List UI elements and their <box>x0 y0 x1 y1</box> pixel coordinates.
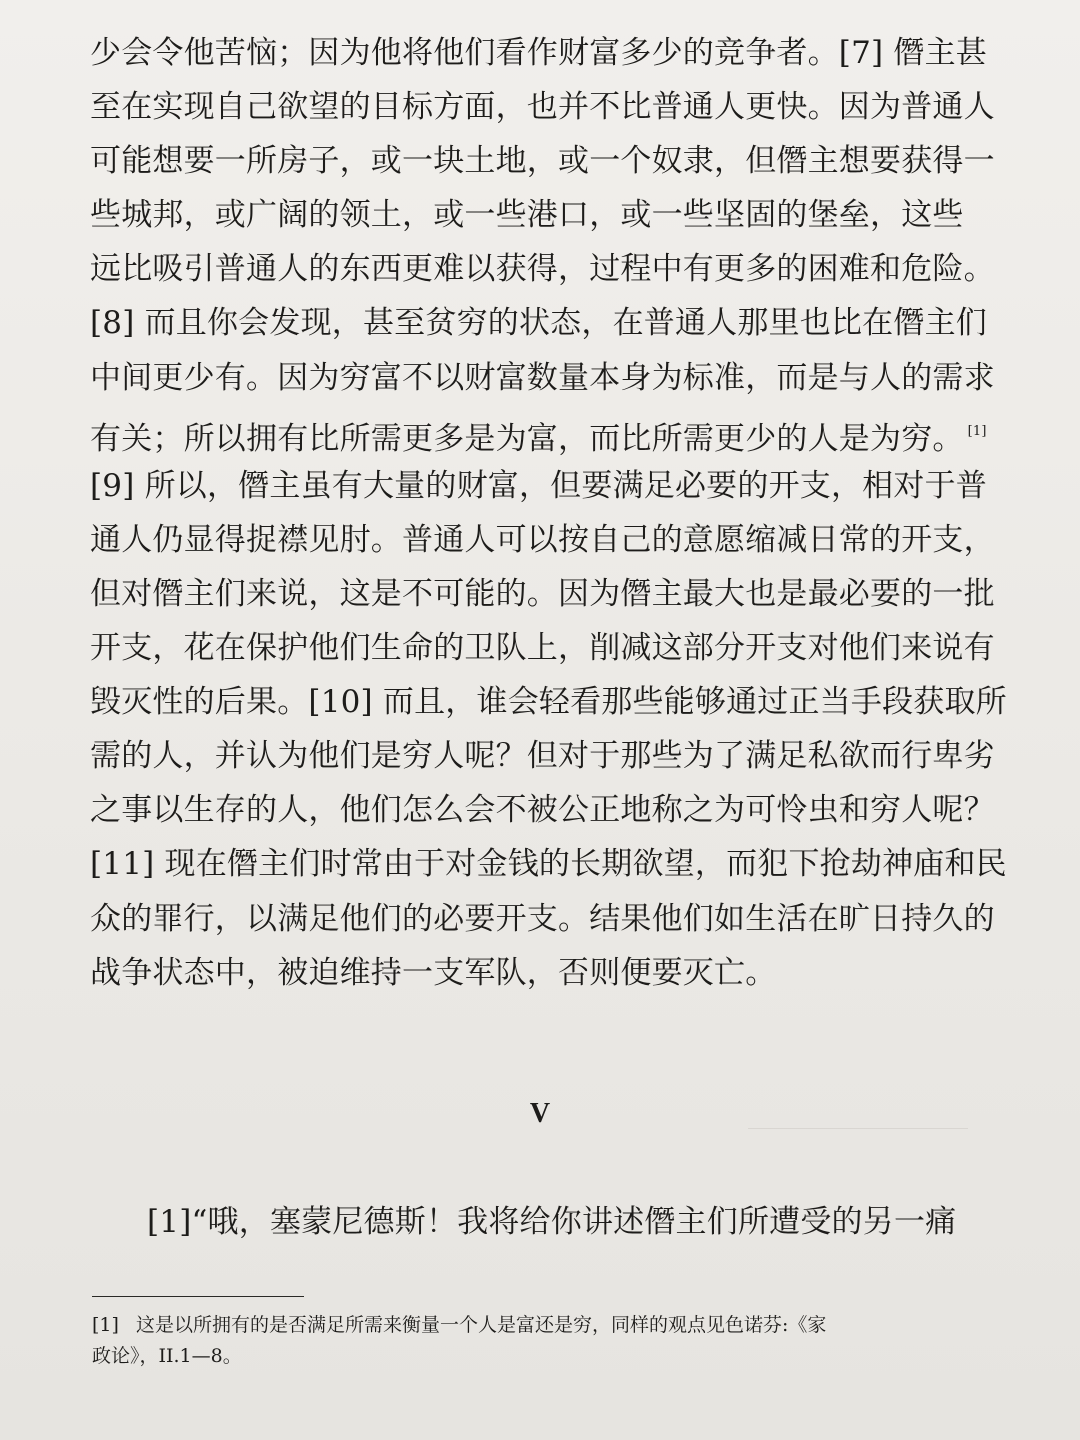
footnote-divider <box>92 1296 304 1297</box>
text-line: 些城邦，或广阔的领土，或一些港口，或一些坚固的堡垒，这些 <box>90 197 964 234</box>
text-line: 战争状态中，被迫维持一支军队，否则便要灭亡。 <box>90 954 777 991</box>
text-line: [8] 而且你会发现，甚至贫穷的状态，在普通人那里也比在僭主们 <box>90 305 987 342</box>
section-heading: V <box>529 1098 551 1129</box>
text-line: 毁灭性的后果。[10] 而且，谁会轻看那些能够通过正当手段获取所 <box>90 684 1007 721</box>
text-line: 中间更少有。因为穷富不以财富数量本身为标准，而是与人的需求 <box>90 359 995 396</box>
text-line: 可能想要一所房子，或一块土地，或一个奴隶，但僭主想要获得一 <box>90 143 995 180</box>
text-line: [11] 现在僭主们时常由于对金钱的长期欲望，而犯下抢劫神庙和民 <box>90 846 1007 883</box>
footnote <box>92 1310 972 1372</box>
text-line: 开支，花在保护他们生命的卫队上，削减这部分开支对他们来说有 <box>90 630 995 667</box>
text-line-with-footnote-ref <box>90 405 987 459</box>
footnote-line: 政论》，II.1—8。 <box>92 1345 242 1367</box>
text-line: 通人仍显得捉襟见肘。普通人可以按自己的意愿缩减日常的开支， <box>90 521 995 558</box>
text-line: 需的人，并认为他们是穷人呢？但对于那些为了满足私欲而行卑劣 <box>90 738 995 775</box>
footnote-text: 这是以所拥有的是否满足所需来衡量一个人是富还是穷，同样的观点见色诺芬:《家 <box>136 1314 827 1336</box>
text-line-content: 有关；所以拥有比所需更多是为富，而比所需更少的人是为穷。 <box>90 420 964 457</box>
footnote-reference[interactable]: [1] <box>967 423 987 439</box>
footnote-line <box>92 1310 972 1341</box>
text-line: 远比吸引普通人的东西更难以获得，过程中有更多的困难和危险。 <box>90 251 995 288</box>
text-line: 少会令他苦恼；因为他将他们看作财富多少的竞争者。[7] 僭主甚 <box>90 35 987 71</box>
text-line: 但对僭主们来说，这是不可能的。因为僭主最大也是最必要的一批 <box>90 575 995 612</box>
footnote-number: [1] <box>92 1314 119 1336</box>
text-line: 众的罪行，以满足他们的必要开支。结果他们如生活在旷日持久的 <box>90 900 995 937</box>
main-paragraph <box>90 26 1007 1000</box>
text-line: [9] 所以，僭主虽有大量的财富，但要满足必要的开支，相对于普 <box>90 467 987 504</box>
section-first-line: [1]“哦，塞蒙尼德斯！我将给你讲述僭主们所遭受的另一痛 <box>147 1204 957 1240</box>
text-line: 至在实现自己欲望的目标方面，也并不比普通人更快。因为普通人 <box>90 89 995 126</box>
text-line: 之事以生存的人，他们怎么会不被公正地称之为可怜虫和穷人呢？ <box>90 792 995 829</box>
